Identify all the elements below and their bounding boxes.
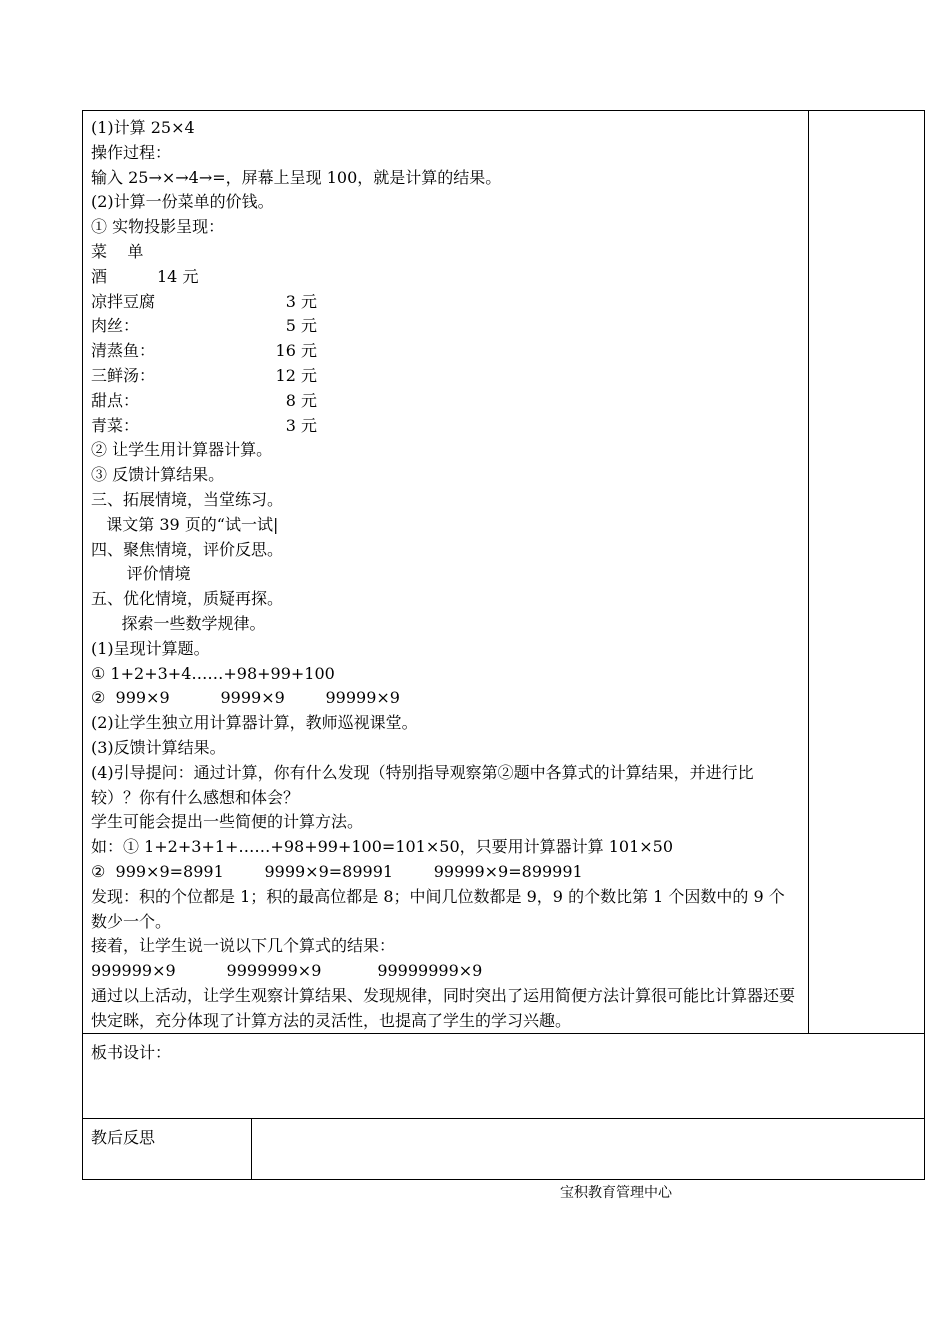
- text-line: 如：① 1+2+3+1+……+98+99+100=101×50，只要用计算器计算 101×50: [91, 837, 674, 857]
- board-design-cell: [83, 1034, 925, 1119]
- menu-item: [91, 339, 800, 364]
- menu-item-name: 青菜：: [91, 415, 140, 435]
- menu-item: [91, 314, 800, 339]
- reflection-content-cell: [252, 1119, 925, 1180]
- menu-item-price: 3 元: [285, 291, 317, 311]
- menu-item: [91, 364, 800, 389]
- reflection-label: 教后反思: [91, 1128, 156, 1148]
- text-line: 操作过程：: [91, 142, 172, 162]
- lesson-plan-table: [82, 110, 925, 1180]
- text-line: 接着，让学生说一说以下几个算式的结果：: [91, 936, 396, 956]
- section-heading: 三、拓展情境，当堂练习。: [91, 489, 284, 509]
- teaching-process-content: [83, 111, 808, 1033]
- menu-item-name: 凉拌豆腐: [91, 291, 156, 311]
- board-design-row: [83, 1034, 925, 1119]
- text-line: 学生可能会提出一些简便的计算方法。: [91, 812, 364, 832]
- menu-item-name: 肉丝：: [91, 316, 140, 336]
- teaching-process-cell: [83, 111, 809, 1034]
- menu-item-price: 8 元: [285, 390, 317, 410]
- text-paragraph: 通过以上活动，让学生观察计算结果、发现规律，同时突出了运用简便方法计算很可能比计算器还要快定眯，充分体现了计算方法的灵活性，也提高了学生的学习兴趣。: [91, 985, 796, 1030]
- section-heading: 四、聚焦情境，评价反思。: [91, 539, 284, 559]
- text-line: 课文第 39 页的“试一试|: [91, 514, 279, 534]
- text-line: (3)反馈计算结果。: [91, 737, 226, 757]
- menu-item: [91, 414, 800, 439]
- menu-item-name: 酒: [91, 266, 108, 286]
- text-line: ② 让学生用计算器计算。: [91, 440, 273, 460]
- menu-item-name: 清蒸鱼：: [91, 341, 156, 361]
- text-line: ② 999×9 9999×9 99999×9: [91, 688, 400, 708]
- text-line: (2)让学生独立用计算器计算，教师巡视课堂。: [91, 713, 418, 733]
- menu-item-price: 14 元: [157, 266, 199, 286]
- text-line: ① 1+2+3+4……+98+99+100: [91, 663, 335, 683]
- main-row: [83, 111, 925, 1034]
- text-line: 999999×9 9999999×9 99999999×9: [91, 961, 483, 981]
- reflection-label-cell: [83, 1119, 252, 1180]
- footer-organization: 宝积教育管理中心: [560, 1185, 672, 1201]
- text-line: ① 实物投影呈现：: [91, 217, 225, 237]
- text-line: 探索一些数学规律。: [91, 613, 266, 633]
- text-line: ③ 反馈计算结果。: [91, 465, 225, 485]
- menu-item-price: 16 元: [275, 341, 317, 361]
- menu-item-price: 5 元: [285, 316, 317, 336]
- text-line: ② 999×9=8991 9999×9=89991 99999×9=899991: [91, 861, 583, 881]
- text-line: (1)呈现计算题。: [91, 638, 210, 658]
- side-notes-cell: [809, 111, 925, 1034]
- text-line: 输入 25→×→4→=，屏幕上呈现 100，就是计算的结果。: [91, 167, 502, 187]
- menu-item: [91, 389, 800, 414]
- text-line: 评价情境: [91, 564, 191, 584]
- menu-item: [91, 265, 800, 290]
- menu-item-price: 12 元: [275, 365, 317, 385]
- text-line: (1)计算 25×4: [91, 118, 195, 137]
- text-paragraph: (4)引导提问：通过计算，你有什么发现（特别指导观察第②题中各算式的计算结果，并进行比较）？你有什么感想和体会？: [91, 762, 754, 807]
- menu-item-price: 3 元: [285, 415, 317, 435]
- board-design-label: 板书设计：: [91, 1043, 172, 1063]
- menu-title: 菜 单: [91, 241, 144, 261]
- menu-item: [91, 290, 800, 315]
- reflection-row: [83, 1119, 925, 1180]
- menu-item-name: 甜点：: [91, 390, 140, 410]
- text-paragraph: 发现：积的个位都是 1；积的最高位都是 8；中间几位数都是 9，9 的个数比第 1 个因数中的 9 个数少一个。: [91, 886, 785, 931]
- section-heading: 五、优化情境，质疑再探。: [91, 589, 284, 609]
- text-line: (2)计算一份菜单的价钱。: [91, 192, 274, 212]
- menu-item-name: 三鲜汤：: [91, 365, 156, 385]
